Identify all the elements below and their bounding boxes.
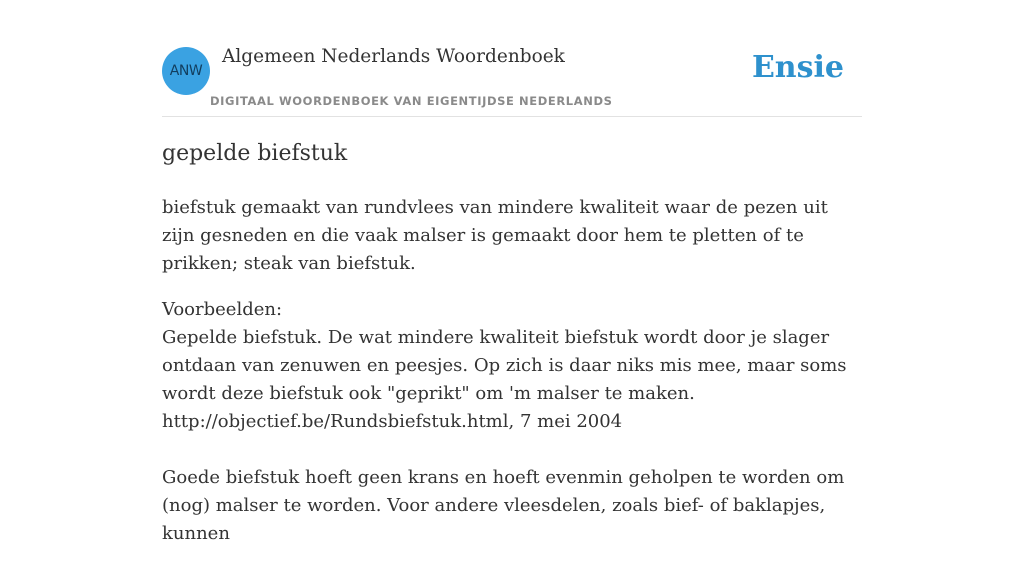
example-source: http://objectief.be/Rundsbiefstuk.html, 7 mei 2004 [162, 411, 623, 432]
entry-examples [162, 296, 862, 548]
example-text: Goede biefstuk hoeft geen krans en hoeft evenmin geholpen te worden om (nog) malser te worden. Voor andere vleesdelen, zoals bief- of baklapjes, kunnen [162, 467, 845, 544]
examples-label: Voorbeelden: [162, 299, 283, 320]
entry-title: gepelde biefstuk [162, 141, 348, 166]
example-spacer [162, 436, 862, 464]
site-subtitle: DIGITAAL WOORDENBOEK VAN EIGENTIJDSE NEDERLANDS [210, 94, 613, 108]
entry-content [162, 138, 862, 566]
site-title[interactable]: Algemeen Nederlands Woordenboek [222, 46, 565, 67]
ensie-brand-logo[interactable]: Ensie [751, 50, 844, 85]
site-header [162, 0, 862, 117]
example-text: Gepelde biefstuk. De wat mindere kwaliteit biefstuk wordt door je slager ontdaan van zenuwen en peesjes. Op zich is daar niks mis mee, maar soms wordt deze biefstuk ook "geprikt" om 'm malser te maken. [162, 327, 847, 404]
entry-definition: biefstuk gemaakt van rundvlees van mindere kwaliteit waar de pezen uit zijn gesneden en die vaak malser is gemaakt door hem te pletten of te prikken; steak van biefstuk. [162, 197, 828, 274]
anw-logo[interactable]: ANW [162, 47, 210, 95]
